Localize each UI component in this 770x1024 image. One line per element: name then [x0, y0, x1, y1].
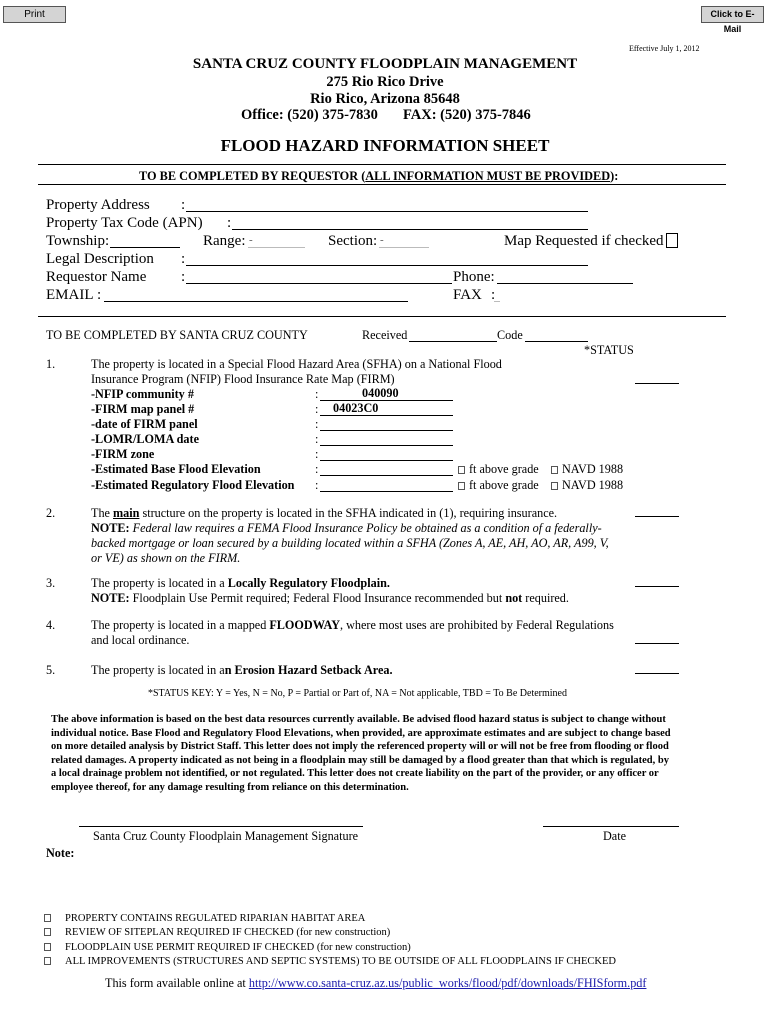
firm-date-field[interactable]: [320, 430, 453, 431]
colon: :: [315, 402, 319, 416]
item-number: 1.: [46, 357, 56, 371]
section-field[interactable]: [379, 247, 429, 248]
bfe-label: -Estimated Base Flood Elevation: [91, 462, 261, 476]
tax-code-label: Property Tax Code (APN): [46, 215, 203, 231]
checkbox-icon: [551, 466, 558, 474]
email-label: EMAIL: [46, 287, 94, 303]
requestor-heading: TO BE COMPLETED BY REQUESTOR (ALL INFORMATION MUST BE PROVIDED):: [139, 169, 619, 183]
colon: :: [315, 417, 319, 431]
divider: [38, 316, 726, 317]
item2-note: backed mortgage or loan secured by a building located within a SFHA (Zones A, AE, AH, AO, AR, A99, V,: [91, 536, 609, 550]
email-field[interactable]: [104, 301, 408, 302]
colon: :: [491, 287, 496, 303]
range-dash: -: [249, 234, 253, 246]
divider: [38, 184, 726, 185]
received-field[interactable]: [409, 341, 497, 342]
item3-note: NOTE: Floodplain Use Permit required; Federal Flood Insurance recommended but not required.: [91, 591, 569, 605]
disclaimer-line: on more detailed analysis by District Staff. This letter does not imply the referenced property will or will not be free from flooding or flood: [51, 741, 669, 752]
disclaimer-line: The above information is based on the best data resources currently available. Be advised flood hazard status is subject to change without: [51, 714, 666, 725]
section-label: Section:: [328, 233, 378, 249]
rfe-navd-option[interactable]: NAVD 1988: [551, 478, 623, 493]
code-label: Code: [497, 328, 523, 342]
firm-zone-label: -FIRM zone: [91, 447, 155, 461]
item-number: 3.: [46, 576, 56, 590]
phone-label: Phone:: [453, 269, 495, 285]
item2-note: or VE) as shown on the FIRM.: [91, 551, 241, 565]
legal-description-field[interactable]: [186, 265, 588, 266]
checkbox-icon: [44, 928, 51, 936]
status-heading: *STATUS: [584, 343, 634, 357]
firm-zone-field[interactable]: [320, 460, 453, 461]
phone-field[interactable]: [497, 283, 633, 284]
township-field[interactable]: [110, 247, 180, 248]
status-key: *STATUS KEY: Y = Yes, N = No, P = Partial or Part of, NA = Not applicable, TBD = To Be Determined: [148, 688, 567, 699]
firm-panel-label: -FIRM map panel #: [91, 402, 195, 416]
bfe-field[interactable]: [320, 475, 453, 476]
form-title: FLOOD HAZARD INFORMATION SHEET: [220, 136, 550, 155]
checkbox-icon: [44, 957, 51, 965]
item-number: 2.: [46, 506, 56, 520]
colon: :: [227, 215, 232, 231]
colon: :: [181, 197, 186, 213]
rfe-label: -Estimated Regulatory Flood Elevation: [91, 478, 295, 492]
colon: :: [315, 447, 319, 461]
item1-status-field[interactable]: [635, 383, 679, 384]
received-label: Received: [362, 328, 408, 342]
colon: :: [181, 251, 186, 267]
code-field[interactable]: [525, 341, 588, 342]
range-field[interactable]: [248, 247, 305, 248]
colon: :: [97, 287, 102, 303]
firm-date-label: -date of FIRM panel: [91, 417, 198, 431]
item-number: 5.: [46, 663, 56, 677]
note-label: Note:: [46, 846, 75, 860]
item2-status-field[interactable]: [635, 516, 679, 517]
item1-text: The property is located in a Special Flood Hazard Area (SFHA) on a National Flood: [91, 357, 502, 371]
firm-panel-value: 04023C0: [333, 401, 379, 415]
item4-text: and local ordinance.: [91, 633, 190, 647]
item4-text: The property is located in a mapped FLOODWAY, where most uses are prohibited by Federal Regulations: [91, 618, 614, 632]
item2-text: The main structure on the property is located in the SFHA indicated in (1), requiring insurance.: [91, 506, 558, 520]
checkbox-icon: [458, 466, 465, 474]
requestor-name-field[interactable]: [186, 283, 452, 284]
legal-description-label: Legal Description: [46, 251, 154, 267]
tax-code-field[interactable]: [232, 229, 588, 230]
signature-field[interactable]: [79, 826, 363, 827]
date-field[interactable]: [543, 826, 679, 827]
rfe-ft-option[interactable]: ft above grade: [458, 478, 539, 493]
lomr-field[interactable]: [320, 445, 453, 446]
property-address-field[interactable]: [186, 211, 588, 212]
org-name: SANTA CRUZ COUNTY FLOODPLAIN MANAGEMENT: [192, 56, 578, 72]
rfe-field[interactable]: [320, 491, 453, 492]
section-dash: -: [380, 234, 384, 246]
effective-date: Effective July 1, 2012: [629, 44, 700, 53]
item5-status-field[interactable]: [635, 673, 679, 674]
checkbox-icon: [44, 914, 51, 922]
disclaimer-line: individual notice. Base Flood and Regulatory Flood Elevations, when provided, are approximate estimates and are subject to change based: [51, 727, 671, 739]
nfip-label: -NFIP community #: [91, 387, 194, 401]
checklist-item[interactable]: PROPERTY CONTAINS REGULATED RIPARIAN HABITAT AREA: [44, 912, 616, 926]
footer: This form available online at http://www.co.santa-cruz.az.us/public_works/flood/pdf/downloads/FHISform.pdf: [105, 976, 647, 990]
property-address-label: Property Address: [46, 197, 150, 213]
item3-text: The property is located in a Locally Regulatory Floodplain.: [91, 576, 390, 590]
item5-text: The property is located in an Erosion Hazard Setback Area.: [91, 663, 393, 677]
item3-status-field[interactable]: [635, 586, 679, 587]
colon: :: [315, 432, 319, 446]
bfe-ft-option[interactable]: ft above grade: [458, 462, 539, 477]
org-city: Rio Rico, Arizona 85648: [310, 91, 460, 107]
email-button[interactable]: Click to E-Mail: [701, 6, 764, 23]
township-label: Township:: [46, 233, 110, 249]
disclaimer-line: employee thereof, for any damage resulting from reliance on this determination.: [51, 781, 409, 793]
item2-note: NOTE: Federal law requires a FEMA Flood Insurance Policy be obtained as a condition of a federally-: [91, 521, 602, 535]
disclaimer: [51, 713, 723, 794]
org-office-phone: Office: (520) 375-7830: [241, 107, 378, 123]
nfip-value: 040090: [362, 386, 399, 400]
org-street: 275 Rio Rico Drive: [326, 74, 444, 90]
checklist: [44, 912, 616, 969]
checkbox-icon: [458, 482, 465, 490]
county-heading: TO BE COMPLETED BY SANTA CRUZ COUNTY: [46, 328, 308, 342]
map-requested-label: Map Requested if checked: [504, 233, 664, 249]
fax-field[interactable]: [494, 301, 500, 302]
signature-label: Santa Cruz County Floodplain Management Signature: [93, 829, 359, 843]
disclaimer-line: related damages. A property indicated as not being in a floodplain may still be damaged by a flood greater than that which is regulated, by: [51, 754, 669, 766]
requestor-name-label: Requestor Name: [46, 269, 147, 285]
checkbox-icon: [44, 943, 51, 951]
org-fax: FAX: (520) 375-7846: [403, 107, 531, 123]
footer-link[interactable]: http://www.co.santa-cruz.az.us/public_works/flood/pdf/downloads/FHISform.pdf: [248, 976, 647, 990]
item4-status-field[interactable]: [635, 643, 679, 644]
colon: :: [181, 269, 186, 285]
map-requested-checkbox[interactable]: [666, 233, 678, 248]
colon: :: [315, 387, 319, 401]
item1-text: Insurance Program (NFIP) Flood Insurance Rate Map (FIRM): [91, 372, 395, 386]
disclaimer-line: a local drainage problem not identified, or not regulated. This letter does not create liability on the part of the provider, or any officer or: [51, 768, 659, 779]
checklist-item[interactable]: REVIEW OF SITEPLAN REQUIRED IF CHECKED (for new construction): [44, 926, 616, 940]
checkbox-icon: [551, 482, 558, 490]
range-label: Range:: [203, 233, 246, 249]
item-number: 4.: [46, 618, 56, 632]
checklist-item[interactable]: FLOODPLAIN USE PERMIT REQUIRED IF CHECKED (for new construction): [44, 941, 616, 955]
print-button[interactable]: Print: [3, 6, 66, 23]
lomr-label: -LOMR/LOMA date: [91, 432, 199, 446]
divider: [38, 164, 726, 165]
fax-label: FAX: [453, 287, 482, 303]
checklist-item[interactable]: ALL IMPROVEMENTS (STRUCTURES AND SEPTIC SYSTEMS) TO BE OUTSIDE OF ALL FLOODPLAINS IF CHECKED: [44, 955, 616, 969]
date-label: Date: [603, 829, 627, 843]
colon: :: [315, 478, 319, 492]
colon: :: [315, 462, 319, 476]
bfe-navd-option[interactable]: NAVD 1988: [551, 462, 623, 477]
